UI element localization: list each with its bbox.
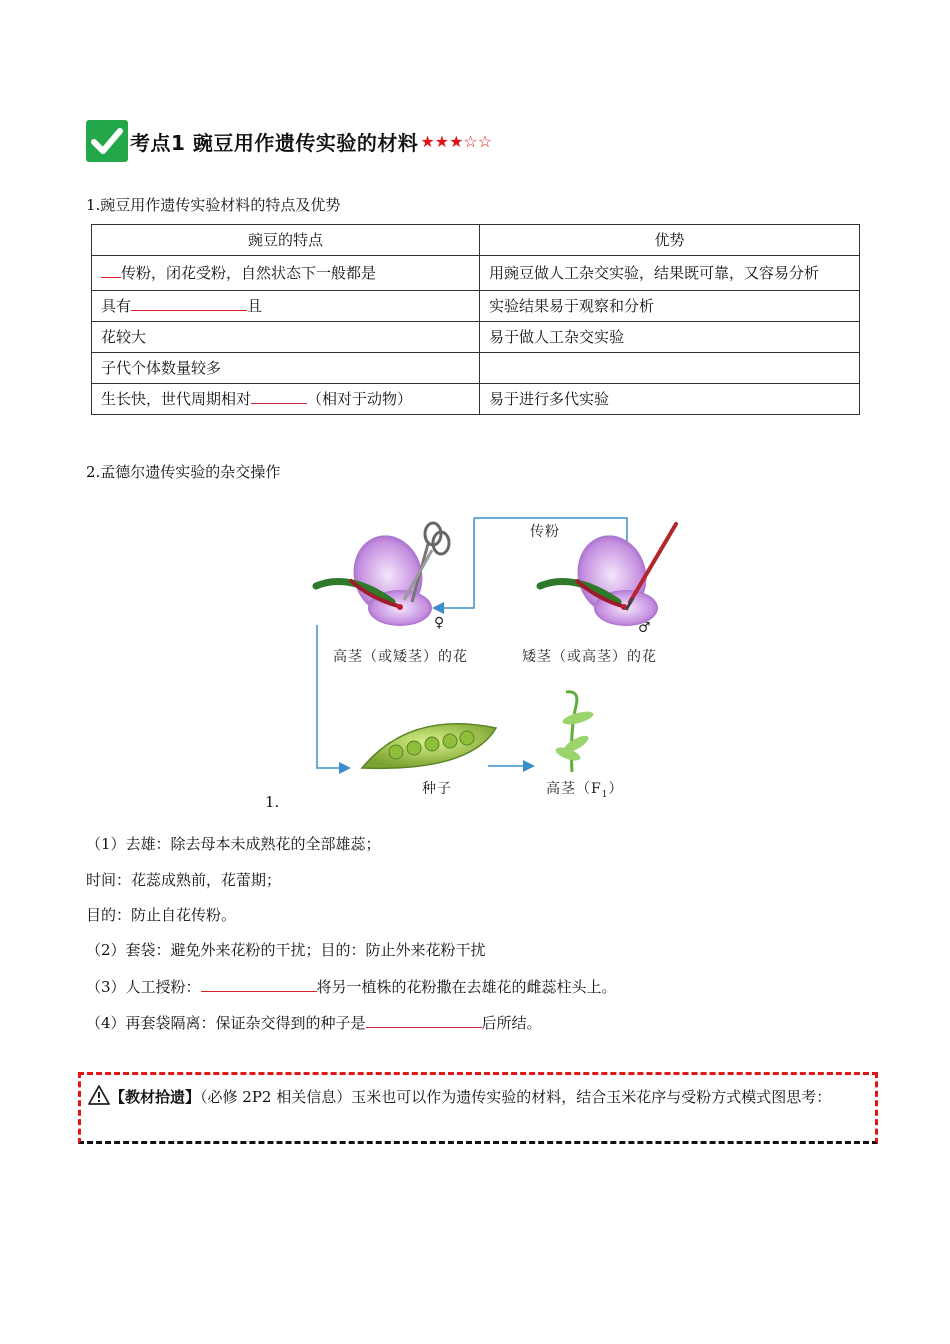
advantage-cell: 用豌豆做人工杂交实验，结果既可靠，又容易分析 [480, 256, 860, 291]
table-header: 优势 [480, 225, 860, 256]
step-text: 时间：花蕊成熟前，花蕾期； [86, 871, 282, 889]
heading-title: 考点1 豌豆用作遗传实验的材料 [130, 130, 419, 155]
checkmark-icon [86, 120, 128, 162]
step-text: （1）去雄：除去母本未成熟花的全部雄蕊； [86, 835, 381, 853]
features-table [91, 224, 860, 415]
right-flower-label: 矮茎（或高茎）的花 [522, 649, 657, 665]
difficulty-stars: ★★★☆☆ [420, 131, 493, 151]
feature-cell [92, 256, 480, 291]
seed-label: 种子 [422, 781, 452, 797]
fill-blank[interactable] [101, 261, 121, 278]
feature-text: 且 [247, 297, 263, 315]
pea-pod-icon [362, 724, 496, 769]
step-text: 目的：防止自花传粉。 [86, 906, 237, 924]
seedling-icon [554, 692, 595, 772]
feature-cell: 子代个体数量较多 [92, 353, 480, 384]
advantage-cell: 易于做人工杂交实验 [480, 322, 860, 353]
section1-title: 1.豌豆用作遗传实验材料的特点及优势 [86, 196, 341, 214]
feature-cell [92, 384, 480, 415]
flow-arrow [317, 625, 348, 768]
table-row [92, 353, 860, 384]
note-heading: 【教材拾遗】 [110, 1088, 201, 1106]
pollination-label: 传粉 [530, 524, 560, 540]
offspring-label: 高茎$(F_1)$ [546, 781, 624, 800]
step-4: （4）再套袋隔离：保证杂交得到的种子是 后所结。 [86, 1011, 542, 1033]
table-row [92, 256, 860, 291]
textbook-note [88, 1080, 868, 1114]
feature-text: （相对于动物） [307, 390, 413, 408]
note-body: （必修 2P2 相关信息）玉米也可以作为遗传实验的材料，结合玉米花序与受粉方式模式图思考： [200, 1088, 832, 1106]
feature-cell [92, 291, 480, 322]
section-heading [86, 118, 492, 164]
table-header-row [92, 225, 860, 256]
table-row [92, 384, 860, 415]
right-flower-icon [540, 528, 658, 626]
advantage-cell: 实验结果易于观察和分析 [480, 291, 860, 322]
feature-cell: 花较大 [92, 322, 480, 353]
feature-text: 生长快，世代周期相对 [101, 390, 252, 408]
table-row [92, 322, 860, 353]
table-header: 豌豆的特点 [92, 225, 480, 256]
fill-blank[interactable] [366, 1011, 482, 1028]
left-flower-icon [316, 528, 432, 626]
fill-blank[interactable] [131, 294, 247, 311]
hybridization-diagram [300, 510, 700, 805]
warning-icon [88, 1085, 110, 1105]
table-row [92, 291, 860, 322]
advantage-cell [480, 353, 860, 384]
section2-title: 2.孟德尔遗传实验的杂交操作 [86, 463, 281, 481]
step-text: （2）套袋：避免外来花粉的干扰；目的：防止外来花粉干扰 [86, 941, 486, 959]
advantage-cell: 易于进行多代实验 [480, 384, 860, 415]
male-symbol: ♂ [638, 620, 652, 636]
female-symbol: ♀ [434, 615, 446, 631]
fill-blank[interactable] [201, 975, 317, 992]
left-flower-label: 高茎（或矮茎）的花 [333, 649, 468, 665]
fill-blank[interactable] [251, 387, 307, 404]
feature-text: 具有 [101, 297, 132, 315]
feature-text: 传粉，闭花受粉，自然状态下一般都是 [121, 264, 377, 282]
step-3: （3）人工授粉： 将另一植株的花粉撒在去雄花的雌蕊柱头上。 [86, 975, 617, 997]
figure-number: 1. [265, 793, 280, 811]
